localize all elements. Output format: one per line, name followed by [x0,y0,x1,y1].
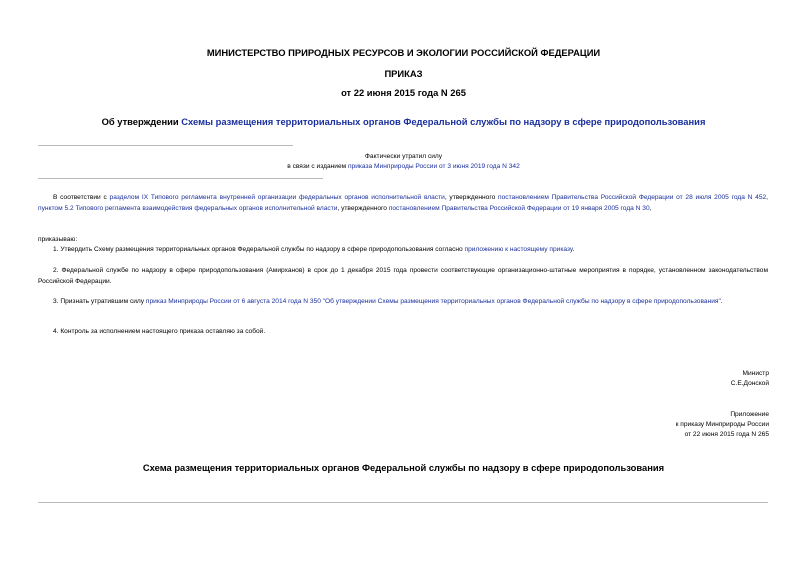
regulation-section-link[interactable]: разделом IX Типового регламента внутренней организации федеральных органов исполнительной власти [109,194,445,201]
item-1-end: . [572,246,575,253]
status-line-1: Фактически утратил силу [364,153,443,160]
appendix-line-2: к приказу Минприроды России [675,421,769,428]
document-type: ПРИКАЗ [384,68,423,79]
appendix-line-3: от 22 июня 2015 года N 265 [684,431,769,438]
preamble-text: , [649,204,652,212]
order-350-link[interactable]: приказ Минприроды России от 6 августа 2014 года N 350 "Об утверждении Схемы размещения территориальных органов Федеральной службы по надзору в сфере природопользования" [145,298,721,305]
divider [38,145,293,146]
status-prefix: в связи с изданием [287,163,348,170]
item-3-text: 3. Признать утратившим силу [53,298,146,305]
divider [38,178,323,179]
bottom-divider [38,502,768,503]
resolution-452-link[interactable]: постановлением Правительства Российской Федерации от 28 июля 2005 года N 452 [498,194,767,201]
signature-name: С.Е.Донской [730,380,769,387]
item-4: 4. Контроль за исполнением настоящего приказа оставляю за собой. [53,328,266,335]
preamble-text: , утвержденного [337,204,389,212]
signature-position: Министр [742,370,769,377]
resolution-30-link[interactable]: постановлением Правительства Российской Федерации от 19 января 2005 года N 30 [388,204,650,212]
item-3 [38,297,768,308]
appendix-line-1: Приложение [730,411,769,418]
ministry-heading: МИНИСТЕРСТВО ПРИРОДНЫХ РЕСУРСОВ И ЭКОЛОГИИ РОССИЙСКОЙ ФЕДЕРАЦИИ [206,47,601,58]
title-scheme-link[interactable]: Схемы размещения территориальных органов Федеральной службы по надзору в сфере природопользования [181,116,706,127]
preamble-text: В соответствии с [53,194,110,201]
item-1-text: 1. Утвердить Схему размещения территориальных органов Федеральной службы по надзору в сфере природопользования согласно [53,246,465,253]
clause-5-2-link[interactable]: пунктом 5.2 Типового регламента взаимодействия федеральных органов исполнительной власти [38,204,338,212]
item-3-end: . [720,298,723,305]
order-word: приказываю: [38,236,78,243]
scheme-title: Схема размещения территориальных органов Федеральной службы по надзору в сфере природопользования [142,462,665,473]
item-2: 2. Федеральной службе по надзору в сфере природопользования (Амирханов) в срок до 1 декабря 2015 года провести соответствующие организационно-штатные мероприятия в порядке, установленном законодательством Российской Федерации. [38,267,768,285]
status-line-2 [0,162,807,172]
appendix-link[interactable]: приложению к настоящему приказу [464,246,573,253]
document-title [0,116,807,127]
preamble-paragraph [38,193,768,214]
document-date-number: от 22 июня 2015 года N 265 [341,87,466,98]
preamble-text: , [766,194,768,201]
title-prefix: Об утверждении [101,116,182,127]
repealing-order-link[interactable]: приказа Минприроды России от 3 июня 2019 года N 342 [347,163,520,170]
item-1 [38,245,768,256]
preamble-text: , утвержденного [444,194,499,201]
